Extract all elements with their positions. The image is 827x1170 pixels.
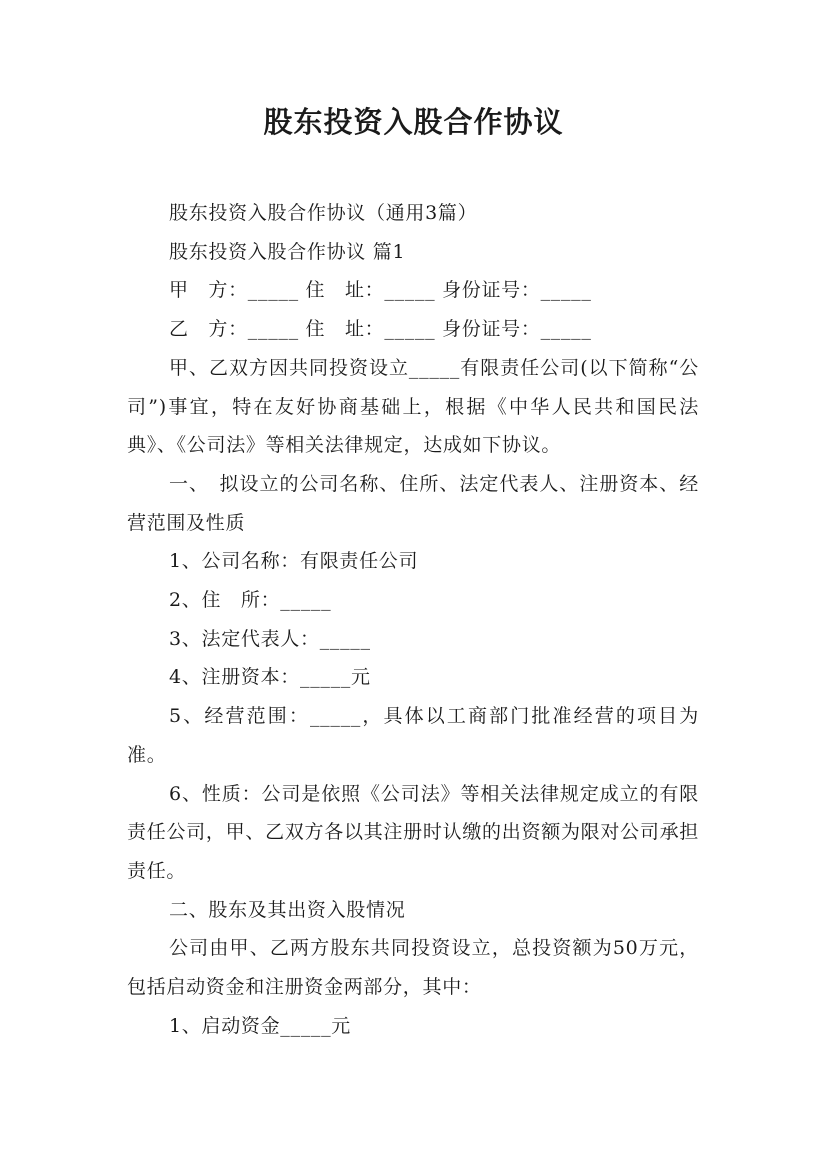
paragraph-party-b: 乙 方：_____ 住 址：_____ 身份证号：_____ xyxy=(169,318,592,341)
paragraph-party-a: 甲 方：_____ 住 址：_____ 身份证号：_____ xyxy=(169,279,592,302)
paragraph-preamble: 甲、乙双方因共同投资设立_____有限责任公司(以下简称“公司”)事宜，特在友好协商基础上，根据《中华人民共和国民法典》、《公司法》等相关法律规定，达成如下协议。 xyxy=(127,356,699,457)
document-body xyxy=(127,194,699,1045)
paragraph-investment: 公司由甲、乙两方股东共同投资设立，总投资额为50万元，包括启动资金和注册资金两部分，其中： xyxy=(127,937,699,999)
paragraph-section-heading: 股东投资入股合作协议 篇1 xyxy=(169,240,406,263)
paragraph-registered-capital: 4、注册资本：_____元 xyxy=(169,666,371,689)
paragraph-article-two: 二、股东及其出资入股情况 xyxy=(169,898,406,921)
paragraph-company-name: 1、公司名称：有限责任公司 xyxy=(169,550,419,573)
paragraph-subtitle: 股东投资入股合作协议（通用3篇） xyxy=(169,202,478,224)
paragraph-business-scope: 5、经营范围：_____，具体以工商部门批准经营的项目为准。 xyxy=(127,705,699,766)
paragraph-nature: 6、性质：公司是依照《公司法》等相关法律规定成立的有限责任公司，甲、乙双方各以其注册时认缴的出资额为限对公司承担责任。 xyxy=(127,782,699,882)
document-title: 股东投资入股合作协议 xyxy=(263,105,564,139)
paragraph-article-one: 一、 拟设立的公司名称、住所、法定代表人、注册资本、经营范围及性质 xyxy=(127,472,699,534)
paragraph-address: 2、住 所：_____ xyxy=(169,589,332,612)
paragraph-startup-funds: 1、启动资金_____元 xyxy=(169,1014,351,1037)
paragraph-legal-rep: 3、法定代表人：_____ xyxy=(169,627,371,650)
